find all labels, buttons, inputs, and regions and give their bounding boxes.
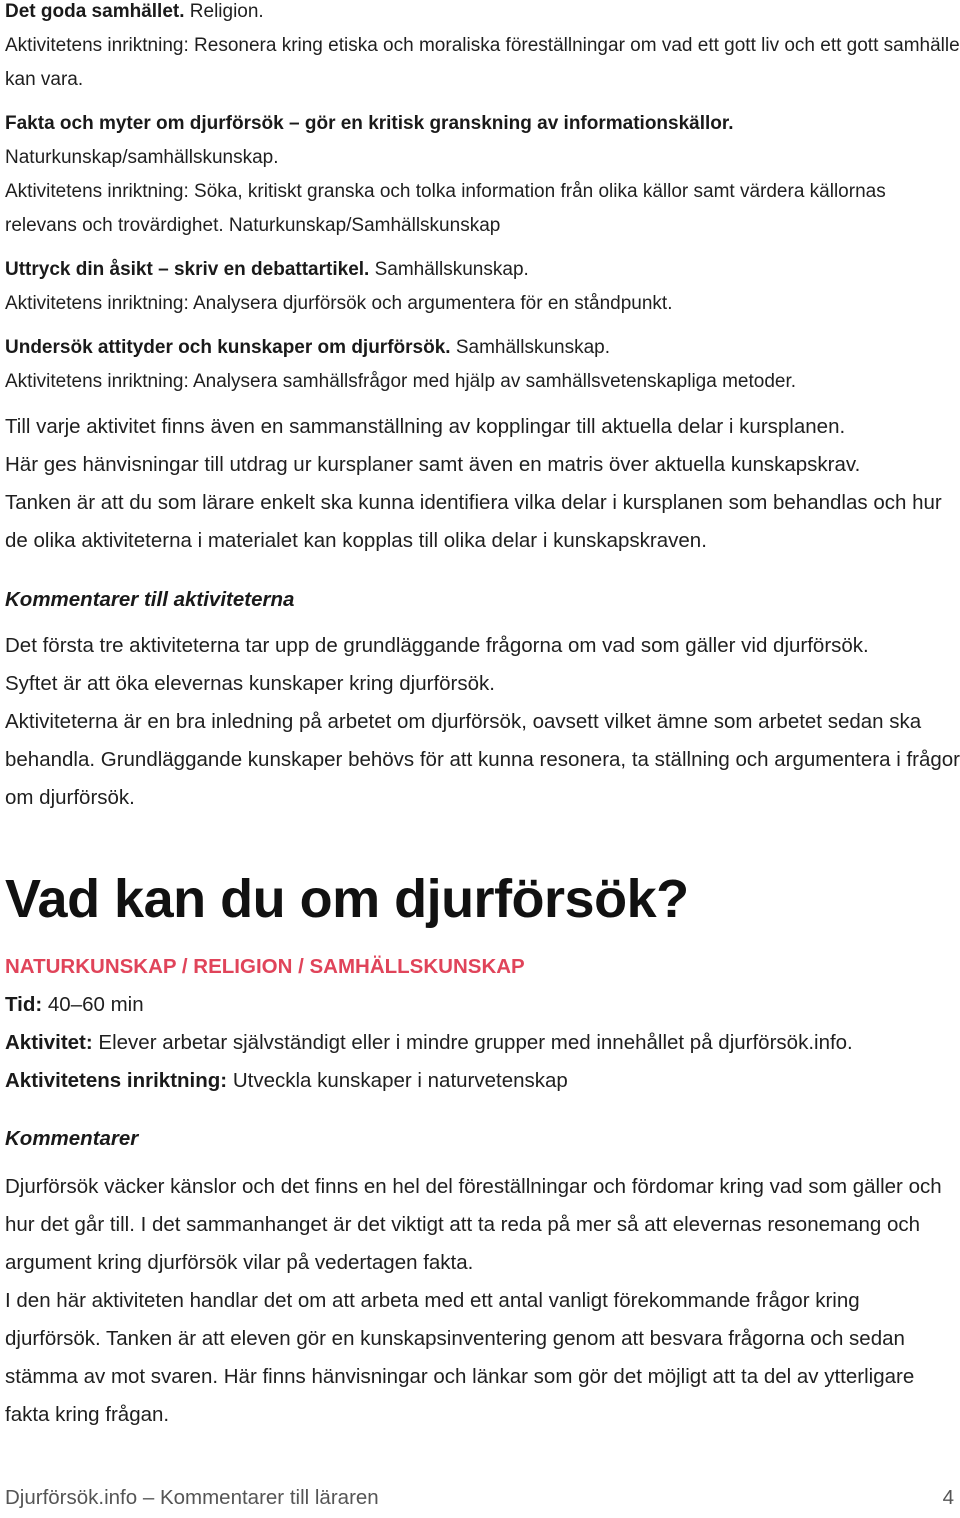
activity-value: Elever arbetar självständigt eller i mindre grupper med innehållet på djurförsök.info. [98,1031,853,1054]
section-comments-body [5,1168,960,1434]
section-activity [5,1024,960,1062]
activities-list [5,0,960,399]
comment-paragraph: Djurförsök väcker känslor och det finns en hel del föreställningar och fördomar kring vad som gäller och hur det går till. I det sammanhanget är det viktigt att ta reda på mer så att elevernas resonemang och argument kring djurförsök vilar på vedertagen fakta. [5,1175,942,1274]
section-meta [5,948,960,1100]
activity-3 [5,253,960,287]
section-comments [5,1127,960,1151]
intro-paragraphs [5,408,960,560]
activity-4 [5,331,960,365]
activity-subject: Samhällskunskap. [455,337,611,358]
activity-title: Undersök attityder och kunskaper om djurförsök. [5,337,451,358]
activity-1 [5,0,960,29]
comment-paragraph: Det första tre aktiviteterna tar upp de grundläggande frågorna om vad som gäller vid djurförsök. [5,634,869,657]
comment-paragraph: I den här aktiviteten handlar det om att arbeta med ett antal vanligt förekommande frågor kring djurförsök. Tanken är att eleven gör en kunskapsinventering genom att besvara frågorna och sedan stämma av mot svaren. Här finns hänvisningar och länkar som gör det möjligt att ta del av ytterligare fakta kring frågan. [5,1289,915,1426]
footer-title: Djurförsök.info – Kommentarer till läraren [5,1486,379,1509]
time-value: 40–60 min [47,993,144,1016]
section-title: Vad kan du om djurförsök? [5,869,689,929]
activity-label: Aktivitet: [5,1031,93,1054]
activity-focus: Aktivitetens inriktning: Analysera samhällsfrågor med hjälp av samhällsvetenskapliga metoder. [5,371,797,392]
focus-label: Aktivitetens inriktning: [5,1069,228,1092]
page-number: 4 [942,1486,954,1509]
activity-focus: Aktivitetens inriktning: Resonera kring etiska och moraliska föreställningar om vad ett gott liv och ett gott samhälle kan vara. [5,35,960,90]
time-label: Tid: [5,993,43,1016]
intro-paragraph: Tanken är att du som lärare enkelt ska kunna identifiera vilka delar i kursplanen som behandlas och hur de olika aktiviteterna i materialet kan kopplas till olika delar i kunskapskraven. [5,491,942,552]
comments-activities-body [5,627,960,817]
activity-subject: Samhällskunskap. [374,259,529,280]
activity-subject-trailing: Naturkunskap/Samhällskunskap [228,215,501,236]
section-subjects: NATURKUNSKAP / RELIGION / SAMHÄLLSKUNSKAP [5,955,525,978]
intro-paragraph: Här ges hänvisningar till utdrag ur kursplaner samt även en matris över aktuella kunskapskrav. [5,453,861,476]
activity-subject: Religion. [189,1,264,22]
comments-activities-heading: Kommentarer till aktiviteterna [5,588,295,611]
activity-title: Fakta och myter om djurförsök – gör en kritisk granskning av informationskällor. [5,113,734,134]
section-comments-heading: Kommentarer [5,1127,139,1150]
comments-activities-section [5,588,960,612]
comment-paragraph: Aktiviteterna är en bra inledning på arbetet om djurförsök, oavsett vilket ämne som arbetet sedan ska behandla. Grundläggande kunskaper behövs för att kunna resonera, ta ställning och argumentera i frågor om djurförsök. [5,710,960,809]
comment-paragraph: Syftet är att öka elevernas kunskaper kring djurförsök. [5,672,495,695]
section-focus [5,1062,960,1100]
activity-title: Det goda samhället. [5,1,185,22]
section-time [5,986,960,1024]
page-footer [5,1486,954,1510]
activity-2-title-line [5,107,960,175]
activity-subject: Naturkunskap/samhällskunskap. [5,147,279,168]
activity-focus: Aktivitetens inriktning: Söka, kritiskt granska och tolka information från olika källor samt värdera källornas relevans och trovärdighet. Naturkunskap/Samhällskunskap [5,181,886,236]
focus-value: Utveckla kunskaper i naturvetenskap [232,1069,568,1092]
activity-focus: Aktivitetens inriktning: Analysera djurförsök och argumentera för en ståndpunkt. [5,293,673,314]
intro-paragraph: Till varje aktivitet finns även en sammanställning av kopplingar till aktuella delar i kursplanen. [5,415,846,438]
activity-title: Uttryck din åsikt – skriv en debattartikel. [5,259,370,280]
